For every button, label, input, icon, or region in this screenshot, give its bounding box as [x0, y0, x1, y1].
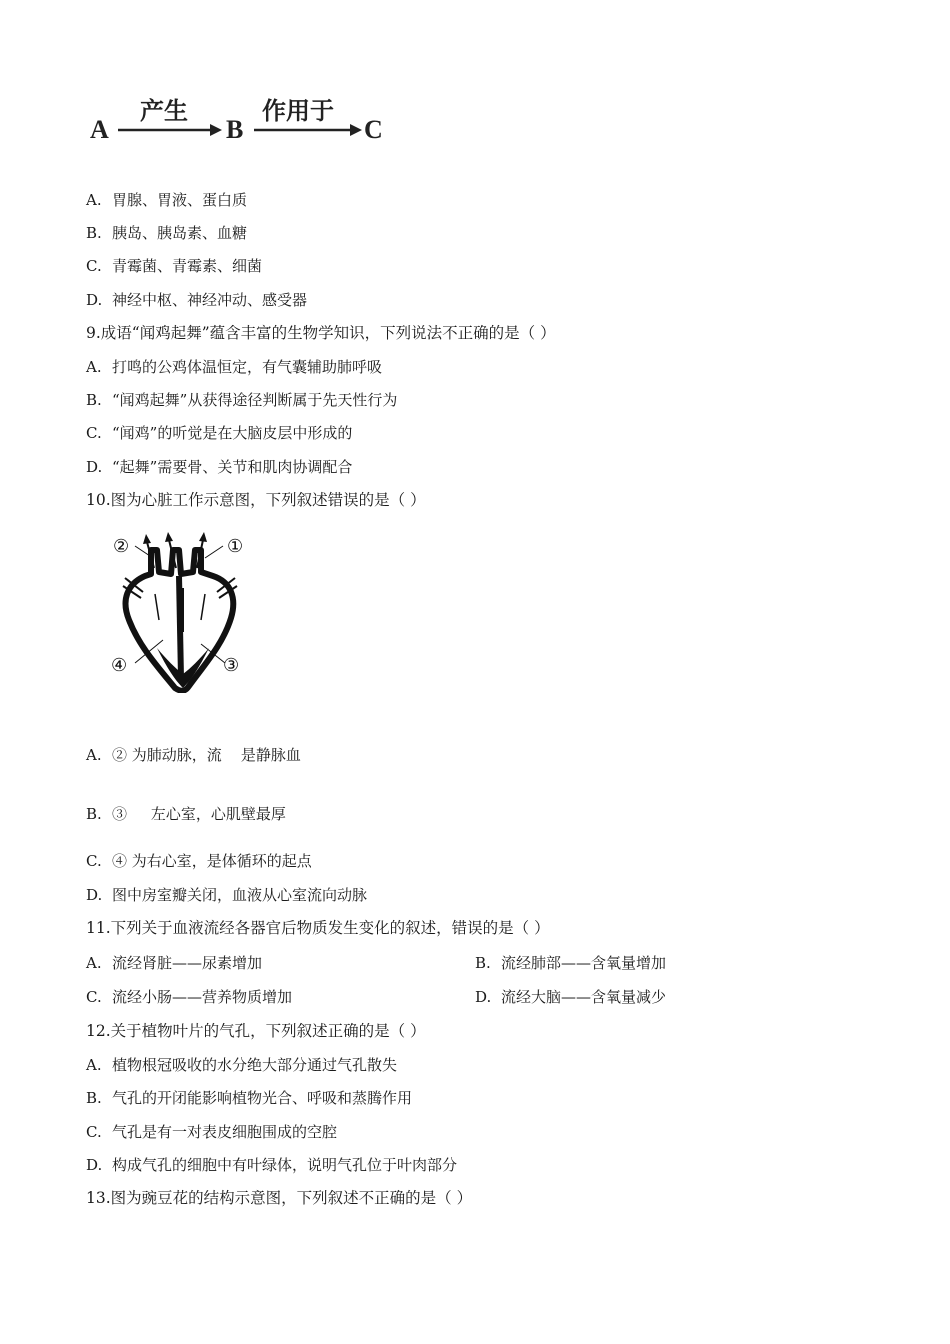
heart-label-2: ② [113, 536, 130, 557]
option-letter: C. [86, 988, 102, 1006]
q12-option-c[interactable] [86, 1122, 337, 1142]
flow-arrow2-label: 作用于 [262, 97, 334, 125]
flow-arrowhead-2 [350, 124, 362, 136]
option-letter: A. [86, 191, 102, 209]
q9-option-d[interactable] [86, 457, 352, 477]
option-text: ② 为肺动脉，流 是静脉血 [112, 746, 301, 764]
option-letter: B. [86, 1089, 102, 1107]
flow-node-b: B [226, 115, 244, 144]
q10-option-d[interactable] [86, 885, 367, 905]
option-letter: B. [475, 954, 491, 972]
q9-option-a[interactable] [86, 357, 382, 377]
arrowhead-up-mid [165, 532, 173, 542]
option-text: 气孔的开闭能影响植物光合、呼吸和蒸腾作用 [112, 1089, 413, 1107]
leader-1 [205, 546, 223, 558]
q10-stem: 10.图为心脏工作示意图，下列叙述错误的是（ ） [86, 491, 426, 509]
option-text: 构成气孔的细胞中有叶绿体，说明气孔位于叶肉部分 [112, 1156, 458, 1174]
q13-stem: 13.图为豌豆花的结构示意图，下列叙述不正确的是（ ） [86, 1189, 473, 1207]
flow-node-a: A [90, 115, 109, 144]
option-letter: B. [86, 805, 102, 823]
q10-option-a[interactable] [86, 745, 301, 765]
option-text: 胃腺、胃液、蛋白质 [112, 191, 248, 209]
q8-option-c[interactable] [86, 256, 262, 276]
option-letter: A. [86, 358, 102, 376]
arrowhead-up-right [199, 532, 207, 542]
option-text: 神经中枢、神经冲动、感受器 [112, 291, 308, 309]
option-text: 流经肺部——含氧量增加 [501, 954, 667, 972]
option-letter: D. [86, 458, 103, 476]
option-letter: C. [86, 852, 102, 870]
option-text: ④ 为右心室，是体循环的起点 [112, 852, 312, 870]
q10-option-b[interactable] [86, 804, 286, 824]
q8-option-d[interactable] [86, 290, 307, 310]
option-text: 气孔是有一对表皮细胞围成的空腔 [112, 1123, 338, 1141]
flow-arrow1-label: 产生 [140, 97, 188, 125]
option-text: “闻鸡起舞”从获得途径判断属于先天性行为 [112, 391, 398, 409]
option-letter: D. [86, 886, 103, 904]
heart-diagram [105, 528, 255, 693]
flow-arrowhead-1 [210, 124, 222, 136]
option-text: 植物根冠吸收的水分绝大部分通过气孔散失 [112, 1056, 398, 1074]
option-letter: D. [475, 988, 492, 1006]
option-text: “闻鸡”的听觉是在大脑皮层中形成的 [112, 424, 353, 442]
option-letter: C. [86, 1123, 102, 1141]
option-letter: A. [86, 954, 102, 972]
q11-option-a[interactable] [86, 953, 262, 973]
q9-option-b[interactable] [86, 390, 397, 410]
option-text: ③ 左心室，心肌壁最厚 [112, 805, 286, 823]
q11-stem: 11.下列关于血液流经各器官后物质发生变化的叙述，错误的是（ ） [86, 919, 550, 937]
q11-option-b[interactable] [475, 953, 666, 973]
option-letter: A. [86, 1056, 102, 1074]
flow-node-c: C [364, 115, 383, 144]
option-text: 图中房室瓣关闭，血液从心室流向动脉 [112, 886, 368, 904]
option-text: 打鸣的公鸡体温恒定，有气囊辅助肺呼吸 [112, 358, 383, 376]
q11-option-c[interactable] [86, 987, 292, 1007]
option-letter: A. [86, 746, 102, 764]
option-letter: B. [86, 224, 102, 242]
q10-option-c[interactable] [86, 851, 312, 871]
option-text: 流经肾脏——尿素增加 [112, 954, 263, 972]
q8-option-a[interactable] [86, 190, 247, 210]
option-letter: C. [86, 257, 102, 275]
q9-stem: 9.成语“闻鸡起舞”蕴含丰富的生物学知识，下列说法不正确的是（ ） [86, 324, 556, 342]
option-text: “起舞”需要骨、关节和肌肉协调配合 [112, 458, 353, 476]
q12-stem: 12.关于植物叶片的气孔，下列叙述正确的是（ ） [86, 1022, 426, 1040]
heart-label-1: ① [227, 536, 244, 557]
heart-label-3: ③ [223, 655, 240, 676]
q11-option-d[interactable] [475, 987, 666, 1007]
option-letter: D. [86, 291, 103, 309]
arrowhead-up-left [143, 534, 151, 544]
heart-label-4: ④ [111, 655, 128, 676]
option-letter: C. [86, 424, 102, 442]
q8-option-b[interactable] [86, 223, 247, 243]
flow-diagram [88, 92, 398, 152]
option-text: 流经小肠——营养物质增加 [112, 988, 293, 1006]
option-text: 胰岛、胰岛素、血糖 [112, 224, 248, 242]
option-text: 流经大脑——含氧量减少 [501, 988, 667, 1006]
q12-option-d[interactable] [86, 1155, 457, 1175]
option-letter: B. [86, 391, 102, 409]
q12-option-b[interactable] [86, 1088, 412, 1108]
q9-option-c[interactable] [86, 423, 352, 443]
option-text: 青霉菌、青霉素、细菌 [112, 257, 263, 275]
q12-option-a[interactable] [86, 1055, 397, 1075]
heart-septum [179, 576, 181, 678]
option-letter: D. [86, 1156, 103, 1174]
